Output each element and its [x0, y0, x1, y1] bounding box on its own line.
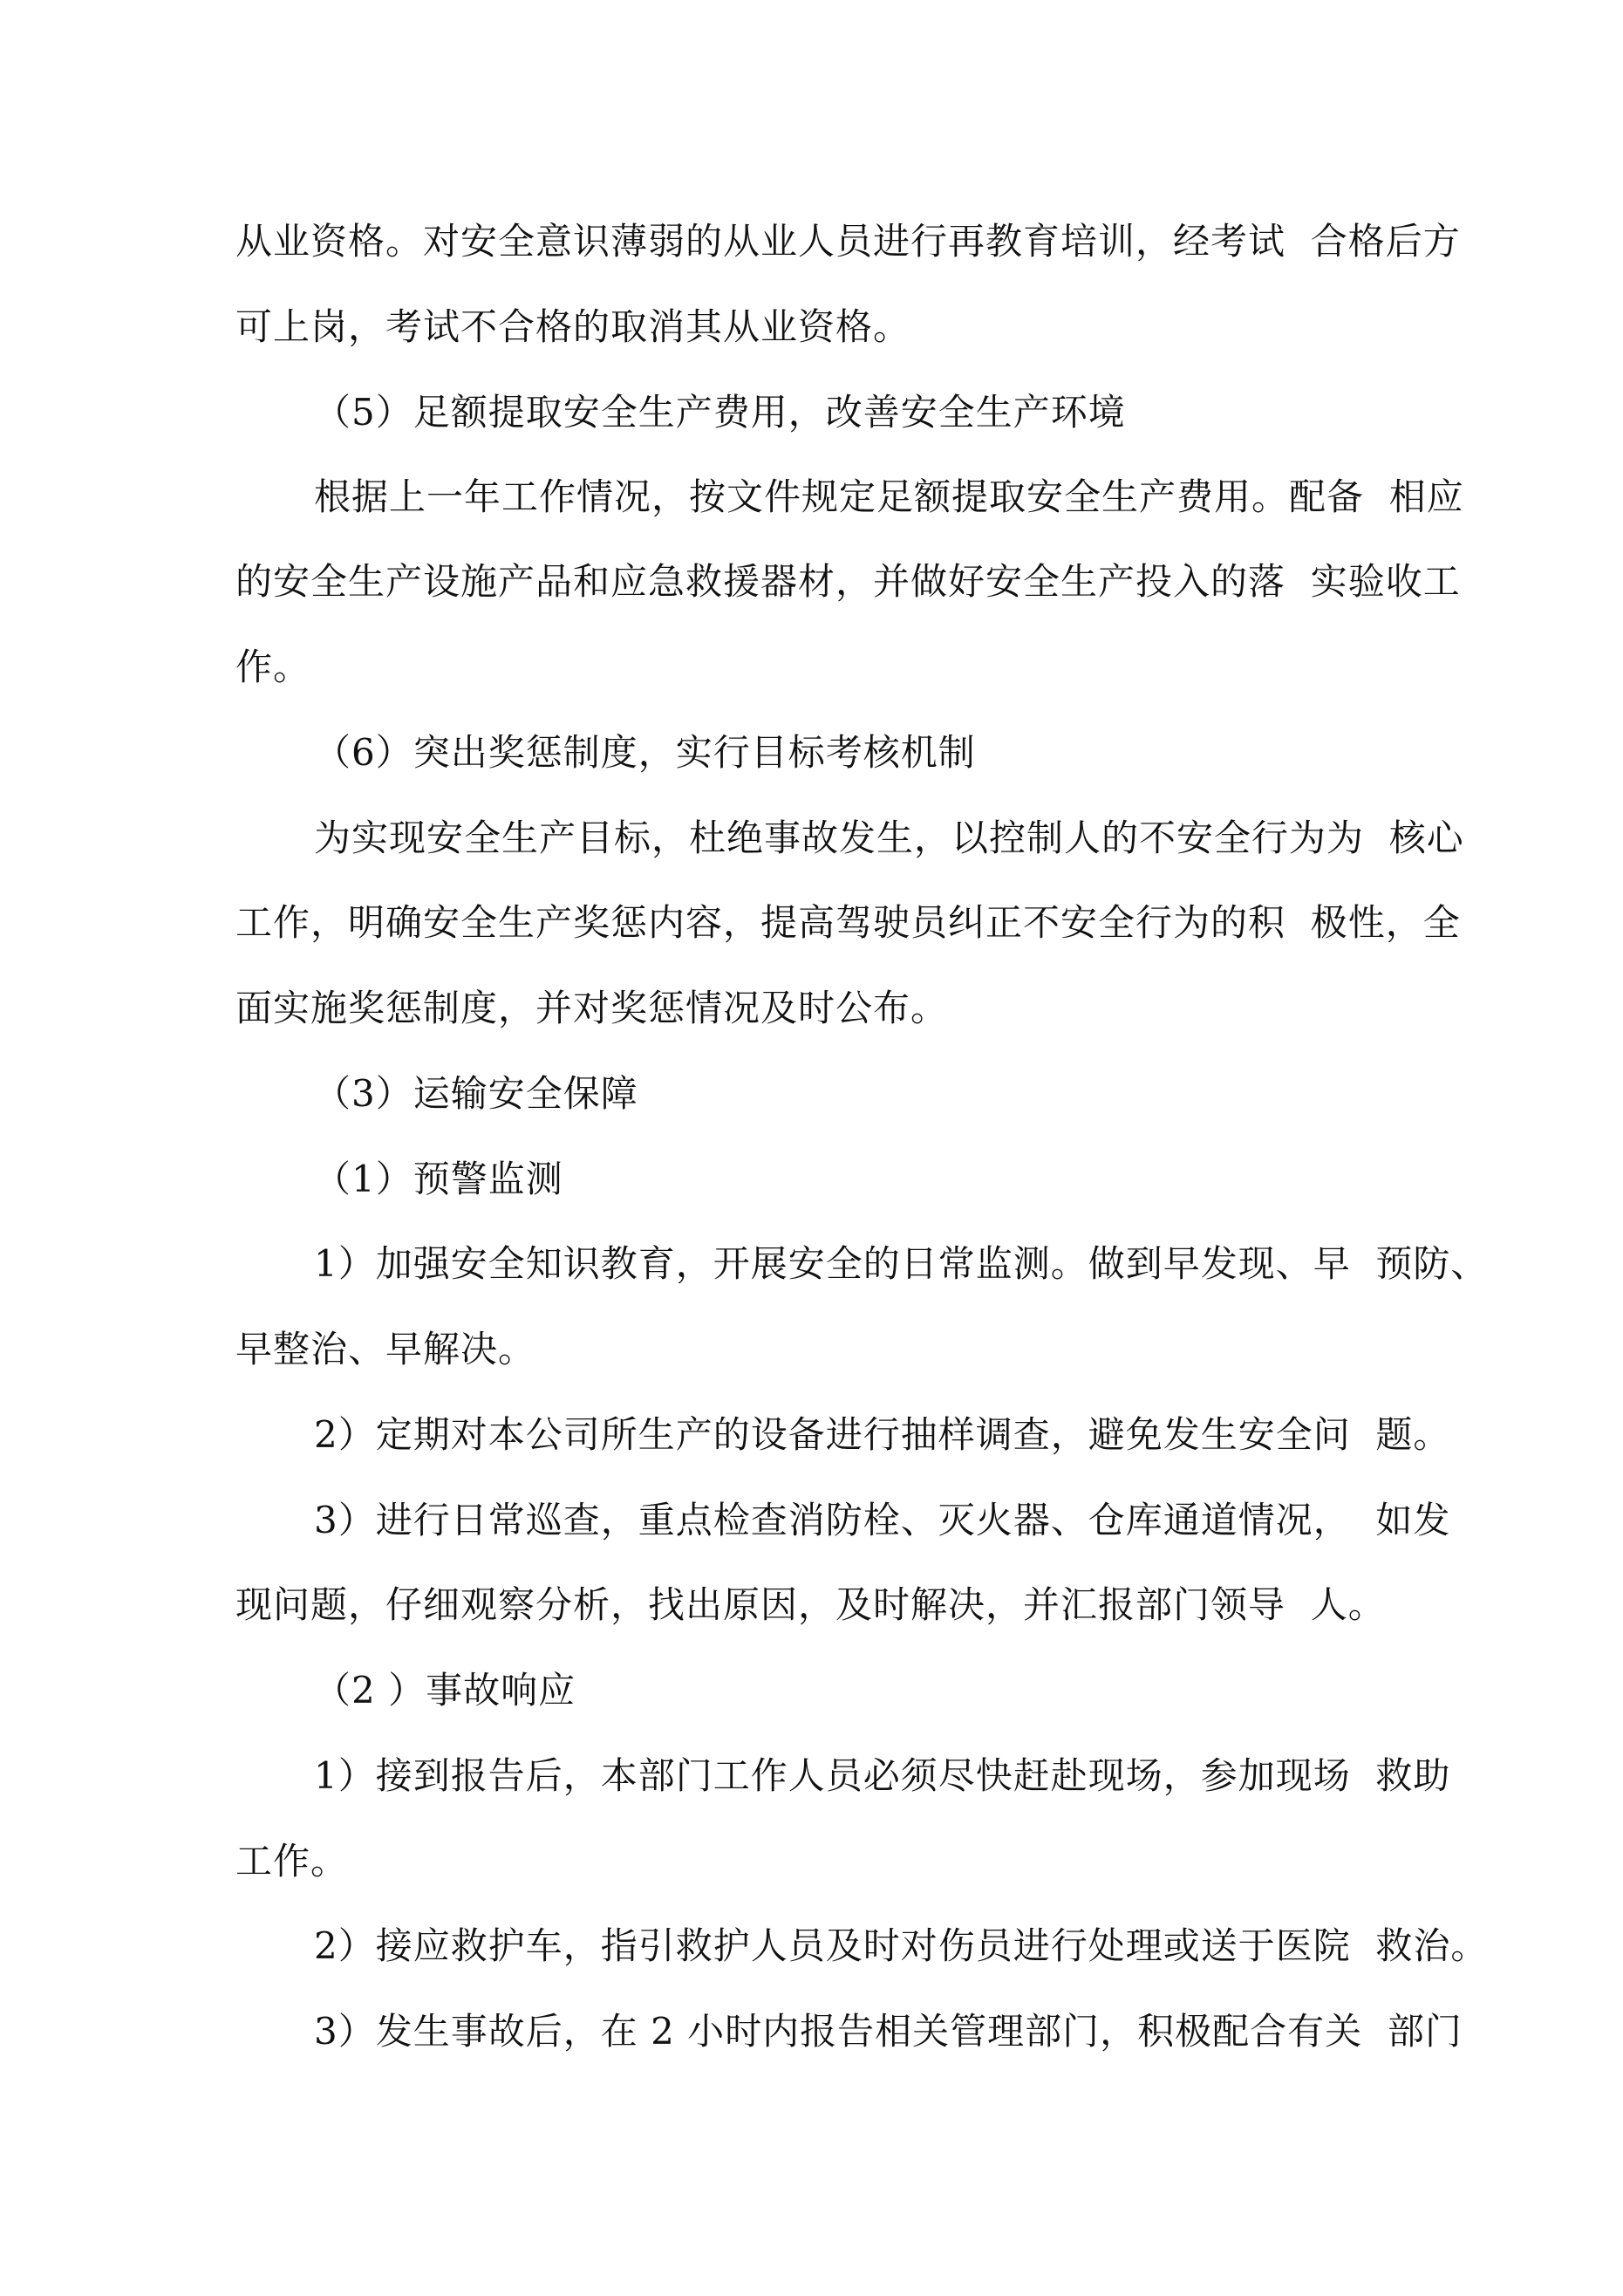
- paragraph-line: 早整治、早解决。: [235, 1328, 536, 1370]
- paragraph-line: 1）加强安全知识教育，开展安全的日常监测。做到早发现、早 预防、: [314, 1242, 1489, 1285]
- paragraph-line: 2）定期对本公司所生产的设备进行抽样调查，避免发生安全问 题。: [314, 1413, 1451, 1456]
- paragraph-line: 的安全生产设施产品和应急救援器材，并做好安全生产投入的落 实验收工: [235, 560, 1461, 603]
- paragraph-line: 为实现安全生产目标，杜绝事故发生，以控制人的不安全行为为 核心: [314, 817, 1464, 859]
- section-heading: （2 ）事故响应: [314, 1669, 576, 1712]
- section-heading: （3）运输安全保障: [314, 1072, 638, 1115]
- section-heading: （6）突出奖惩制度，实行目标考核机制: [314, 731, 976, 774]
- paragraph-line: 可上岗，考试不合格的取消其从业资格。: [235, 305, 911, 348]
- paragraph-line: 根据上一年工作情况，按文件规定足额提取安全生产费用。配备 相应: [314, 475, 1464, 518]
- paragraph-line: 工作。: [235, 1840, 349, 1883]
- paragraph-line: 从业资格。对安全意识薄弱的从业人员进行再教育培训，经考试 合格后方: [235, 220, 1461, 263]
- section-heading: （1）预警监测: [314, 1158, 563, 1200]
- paragraph-line: 3）进行日常巡查，重点检查消防栓、灭火器、仓库通道情况， 如发: [314, 1499, 1451, 1541]
- paragraph-line: 作。: [235, 646, 311, 688]
- section-heading: （5）足额提取安全生产费用，改善安全生产环境: [314, 391, 1126, 434]
- paragraph-line: 现问题，仔细观察分析，找出原因，及时解决，并汇报部门领导 人。: [235, 1583, 1386, 1626]
- paragraph-line: 工作，明确安全生产奖惩内容，提高驾驶员纠正不安全行为的积 极性，全: [235, 901, 1461, 944]
- paragraph-line: 3）发生事故后，在 2 小时内报告相关管理部门，积极配合有关 部门: [314, 2010, 1463, 2053]
- paragraph-line: 2）接应救护车，指引救护人员及时对伤员进行处理或送于医院 救治。: [314, 1924, 1489, 1967]
- paragraph-line: 1）接到报告后，本部门工作人员必须尽快赶赴现场，参加现场 救助: [314, 1754, 1451, 1797]
- paragraph-line: 面实施奖惩制度，并对奖惩情况及时公布。: [235, 987, 949, 1029]
